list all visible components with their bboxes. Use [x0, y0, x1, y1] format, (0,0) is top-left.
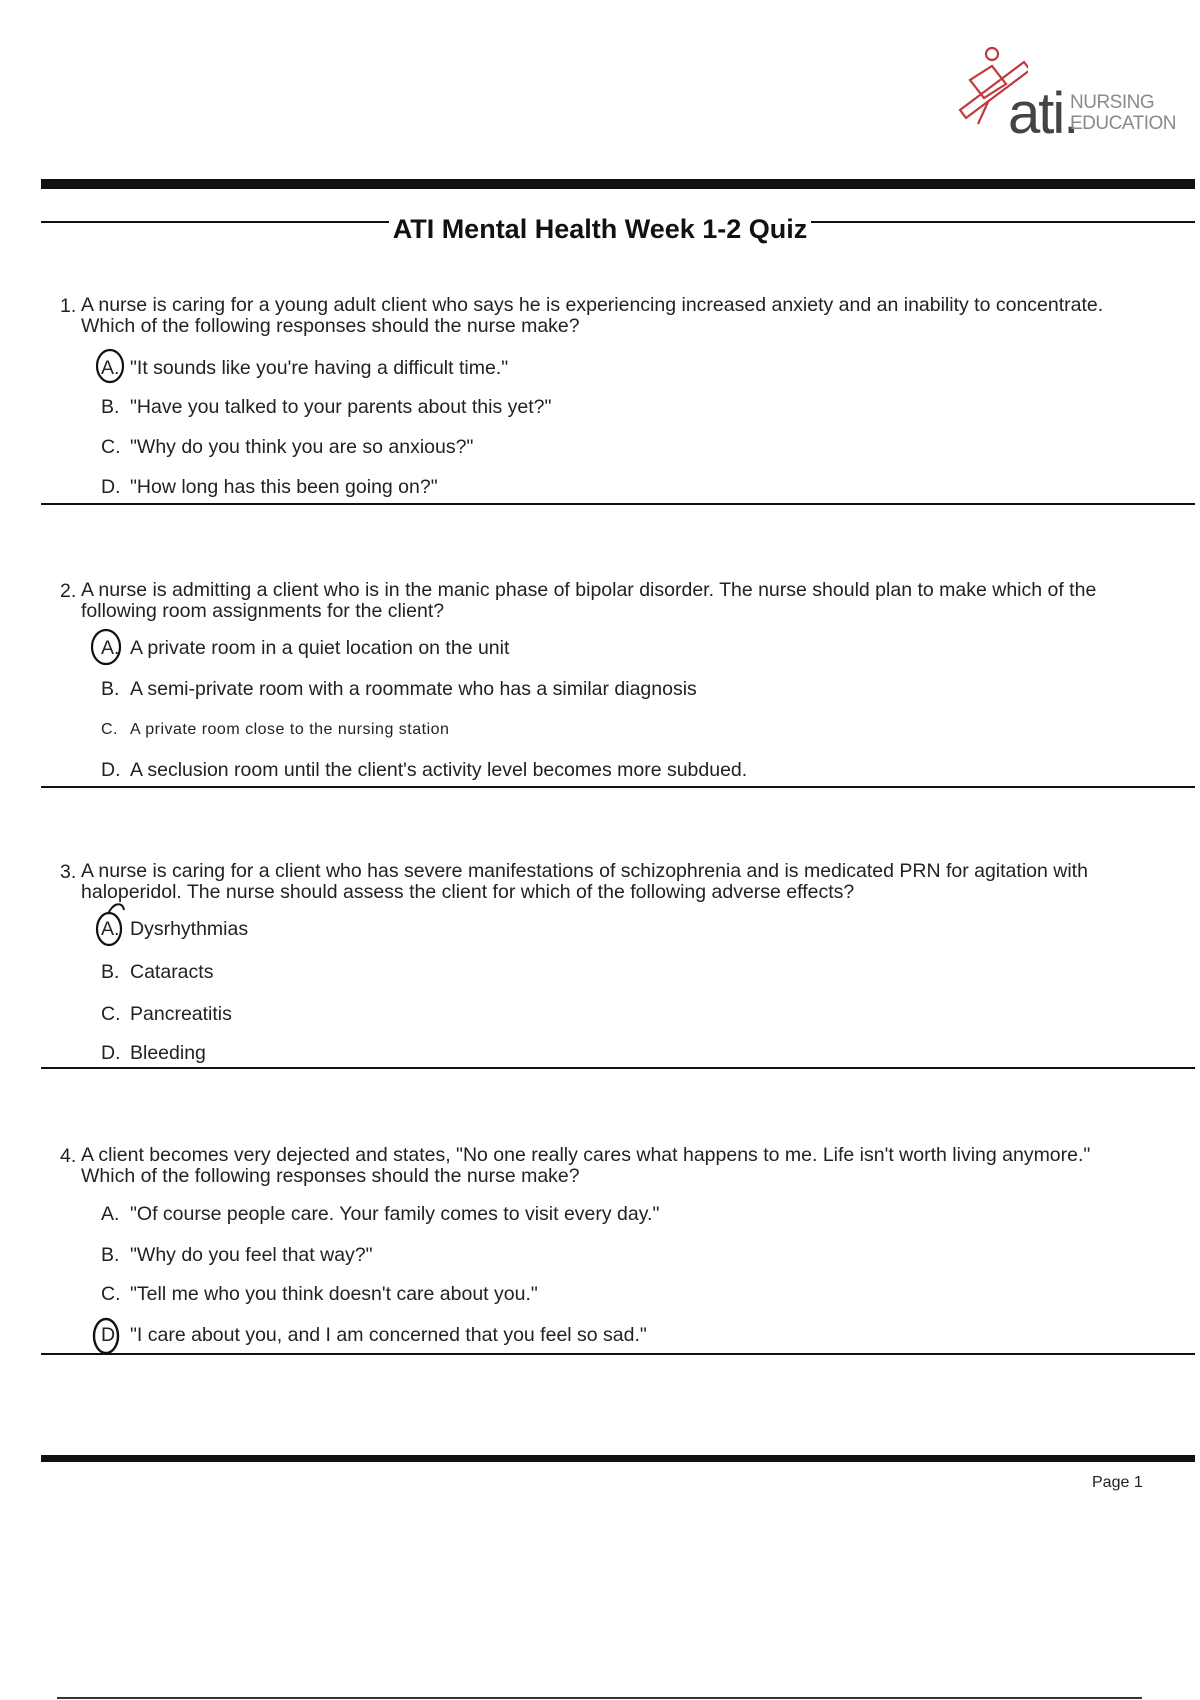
answer-circle-mark [94, 898, 128, 948]
question-number: 2. [60, 580, 77, 602]
question-divider [41, 1353, 1195, 1355]
option-d: D. "I care about you, and I am concerned that you feel so sad." [101, 1324, 647, 1346]
question-number: 3. [60, 861, 77, 883]
question-divider [41, 1067, 1195, 1069]
option-a: A. "Of course people care. Your family comes to visit every day." [101, 1203, 660, 1225]
option-b: B. "Why do you feel that way?" [101, 1244, 373, 1266]
header-thick-rule [41, 179, 1195, 189]
page-title: ATI Mental Health Week 1-2 Quiz [0, 214, 1200, 245]
option-c: C. Pancreatitis [101, 1003, 232, 1025]
option-a: A. A private room in a quiet location on the unit [101, 637, 510, 659]
option-b: B. "Have you talked to your parents about this yet?" [101, 396, 552, 418]
option-a: A. "It sounds like you're having a difficult time." [101, 357, 509, 379]
footer-thick-rule [41, 1455, 1195, 1462]
question-text: A nurse is caring for a client who has severe manifestations of schizophrenia and is medicated PRN for agitation with haloperidol. The nurse should assess the client for which of the following adverse effects? [81, 860, 1088, 903]
ati-logo [948, 40, 1176, 150]
option-d: D. "How long has this been going on?" [101, 476, 438, 498]
question-text: A client becomes very dejected and states, "No one really cares what happens to me. Life isn't worth living anymore." Which of the following responses should the nurse make? [81, 1144, 1091, 1187]
option-c: C. A private room close to the nursing station [101, 721, 450, 738]
question-number: 4. [60, 1145, 77, 1167]
question-number: 1. [60, 295, 77, 317]
page-number: Page 1 [1092, 1474, 1143, 1491]
option-d: D. Bleeding [101, 1042, 206, 1064]
option-d: D. A seclusion room until the client's activity level becomes more subdued. [101, 759, 748, 781]
question-divider [41, 503, 1195, 505]
logo-wordmark: ati. [1008, 81, 1078, 146]
option-c: C. "Why do you think you are so anxious?" [101, 436, 474, 458]
option-b: B. A semi-private room with a roommate who has a similar diagnosis [101, 678, 697, 700]
question-divider [41, 786, 1195, 788]
question-text: A nurse is caring for a young adult client who says he is experiencing increased anxiety and an inability to concentrate. Which of the following responses should the nurse make? [81, 294, 1104, 337]
option-a: A. Dysrhythmias [101, 918, 249, 940]
question-text: A nurse is admitting a client who is in the manic phase of bipolar disorder. The nurse should plan to make which of the following room assignments for the client? [81, 579, 1097, 622]
option-c: C. "Tell me who you think doesn't care about you." [101, 1283, 538, 1305]
logo-subtitle: NURSING EDUCATION [1070, 92, 1176, 134]
option-b: B. Cataracts [101, 961, 214, 983]
answer-circle-mark [88, 626, 124, 668]
bottom-edge-rule [57, 1697, 1142, 1699]
answer-circle-mark [94, 346, 128, 386]
